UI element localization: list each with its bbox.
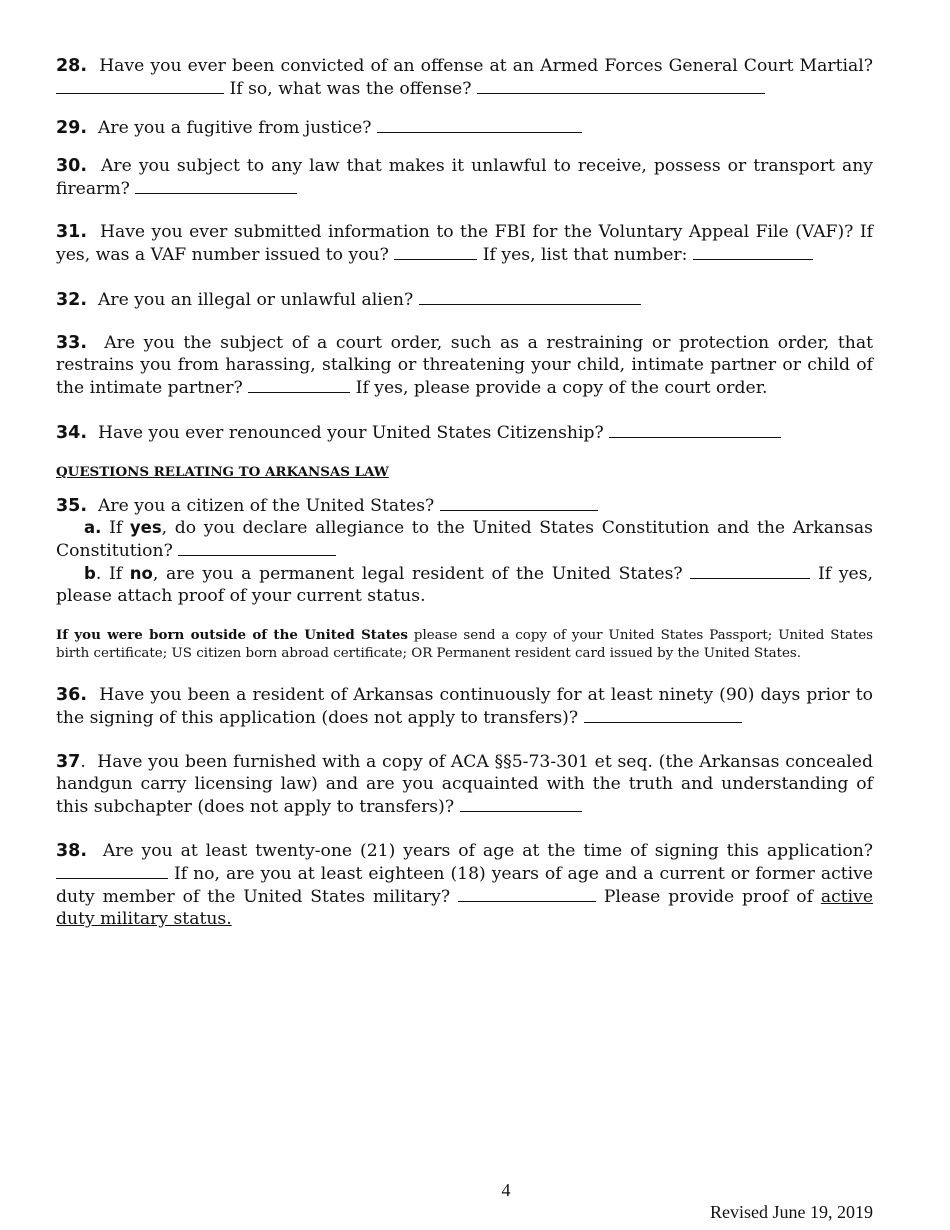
question-text: If yes, list that number: bbox=[482, 245, 688, 265]
answer-blank[interactable] bbox=[377, 116, 582, 133]
answer-blank[interactable] bbox=[56, 77, 224, 94]
question-35 bbox=[56, 494, 873, 607]
question-32 bbox=[56, 288, 873, 311]
question-text: Are you subject to any law that makes it unlawful to receive, possess or transport any firearm? bbox=[56, 156, 873, 199]
question-number: 32. bbox=[56, 290, 88, 310]
question-text: Are you a citizen of the United States? bbox=[97, 496, 435, 516]
question-text: Are you a fugitive from justice? bbox=[97, 118, 372, 138]
birth-note bbox=[56, 626, 873, 663]
sub-keyword: no bbox=[129, 564, 153, 583]
question-number: 33. bbox=[56, 333, 88, 353]
question-number: 34. bbox=[56, 423, 88, 443]
question-text: Have you been furnished with a copy of ACA §§5-73-301 et seq. (the Arkansas concealed handgun carry licensing law) and are you acquainted with the truth and understanding of this subchapter (does not apply to transfers)? bbox=[56, 752, 873, 817]
question-text: Please provide proof of bbox=[603, 887, 813, 907]
question-number: 35. bbox=[56, 496, 88, 516]
answer-blank[interactable] bbox=[135, 177, 297, 194]
answer-blank[interactable] bbox=[178, 539, 336, 556]
question-text: Are you at least twenty-one (21) years of age at the time of signing this application? bbox=[102, 841, 873, 861]
revision-date: Revised June 19, 2019 bbox=[710, 1202, 873, 1222]
answer-blank[interactable] bbox=[693, 243, 813, 260]
question-36 bbox=[56, 684, 873, 729]
sub-keyword: yes bbox=[129, 518, 162, 537]
question-text-underlined: active duty military status. bbox=[56, 887, 873, 929]
question-31 bbox=[56, 221, 873, 266]
question-text: If yes, please provide a copy of the court order. bbox=[355, 378, 768, 398]
page-number: 4 bbox=[501, 1180, 511, 1200]
question-number: 31. bbox=[56, 222, 88, 242]
question-37 bbox=[56, 751, 873, 818]
note-bold: If you were born outside of the United States bbox=[56, 627, 408, 643]
answer-blank[interactable] bbox=[248, 376, 350, 393]
answer-blank[interactable] bbox=[440, 494, 598, 511]
answer-blank[interactable] bbox=[477, 77, 765, 94]
question-text: If so, what was the offense? bbox=[229, 79, 472, 99]
sub-label: a. bbox=[84, 518, 102, 537]
answer-blank[interactable] bbox=[458, 885, 596, 902]
section-heading: QUESTIONS RELATING TO ARKANSAS LAW bbox=[56, 464, 389, 480]
answer-blank[interactable] bbox=[419, 288, 641, 305]
question-dot: . bbox=[80, 752, 86, 772]
answer-blank[interactable] bbox=[690, 562, 810, 579]
sub-text: If yes, please attach proof of your current status. bbox=[56, 564, 874, 606]
question-number: 29. bbox=[56, 118, 88, 138]
question-text: Have you ever been convicted of an offense at an Armed Forces General Court Martial? bbox=[99, 56, 873, 76]
question-number: 38. bbox=[56, 841, 88, 861]
question-35-main bbox=[56, 494, 873, 517]
question-text: Are you an illegal or unlawful alien? bbox=[97, 290, 414, 310]
question-33 bbox=[56, 332, 873, 399]
note-text: please send a copy of your United States Passport; United States birth certificate; US citizen born abroad certificate; OR Permanent resident card issued by the United States. bbox=[56, 628, 873, 661]
sub-text: , do you declare allegiance to the United States Constitution and the Arkansas Constitution? bbox=[56, 518, 874, 561]
answer-blank[interactable] bbox=[460, 795, 582, 812]
sub-text: , are you a permanent legal resident of the United States? bbox=[152, 564, 683, 584]
question-35b bbox=[56, 562, 873, 607]
question-text: Have you ever submitted information to the FBI for the Voluntary Appeal File (VAF)? If yes, was a VAF number issued to you? bbox=[56, 222, 873, 265]
question-number: 30. bbox=[56, 156, 88, 176]
sub-text: . If bbox=[95, 564, 123, 584]
question-29 bbox=[56, 116, 873, 139]
question-number: 37 bbox=[56, 752, 81, 772]
question-text: Have you been a resident of Arkansas continuously for at least ninety (90) days prior to the signing of this application (does not apply to transfers)? bbox=[56, 685, 873, 728]
question-text: If no, are you at least eighteen (18) years of age and a current or former active duty member of the United States military? bbox=[56, 864, 873, 907]
question-text: Have you ever renounced your United States Citizenship? bbox=[97, 423, 604, 443]
question-35a bbox=[56, 517, 873, 562]
answer-blank[interactable] bbox=[394, 243, 477, 260]
answer-blank[interactable] bbox=[609, 421, 781, 438]
question-38 bbox=[56, 840, 873, 930]
question-34 bbox=[56, 421, 873, 444]
question-28 bbox=[56, 55, 873, 100]
sub-label: b bbox=[84, 564, 96, 583]
question-30 bbox=[56, 155, 873, 200]
sub-text: If bbox=[109, 518, 123, 538]
question-text: Are you the subject of a court order, such as a restraining or protection order, that restrains you from harassing, stalking or threatening your child, intimate partner or child of the intimate partner? bbox=[56, 333, 873, 398]
form-page bbox=[56, 55, 873, 930]
answer-blank[interactable] bbox=[584, 706, 742, 723]
question-number: 28. bbox=[56, 56, 88, 76]
answer-blank[interactable] bbox=[56, 862, 168, 879]
question-number: 36. bbox=[56, 685, 88, 705]
